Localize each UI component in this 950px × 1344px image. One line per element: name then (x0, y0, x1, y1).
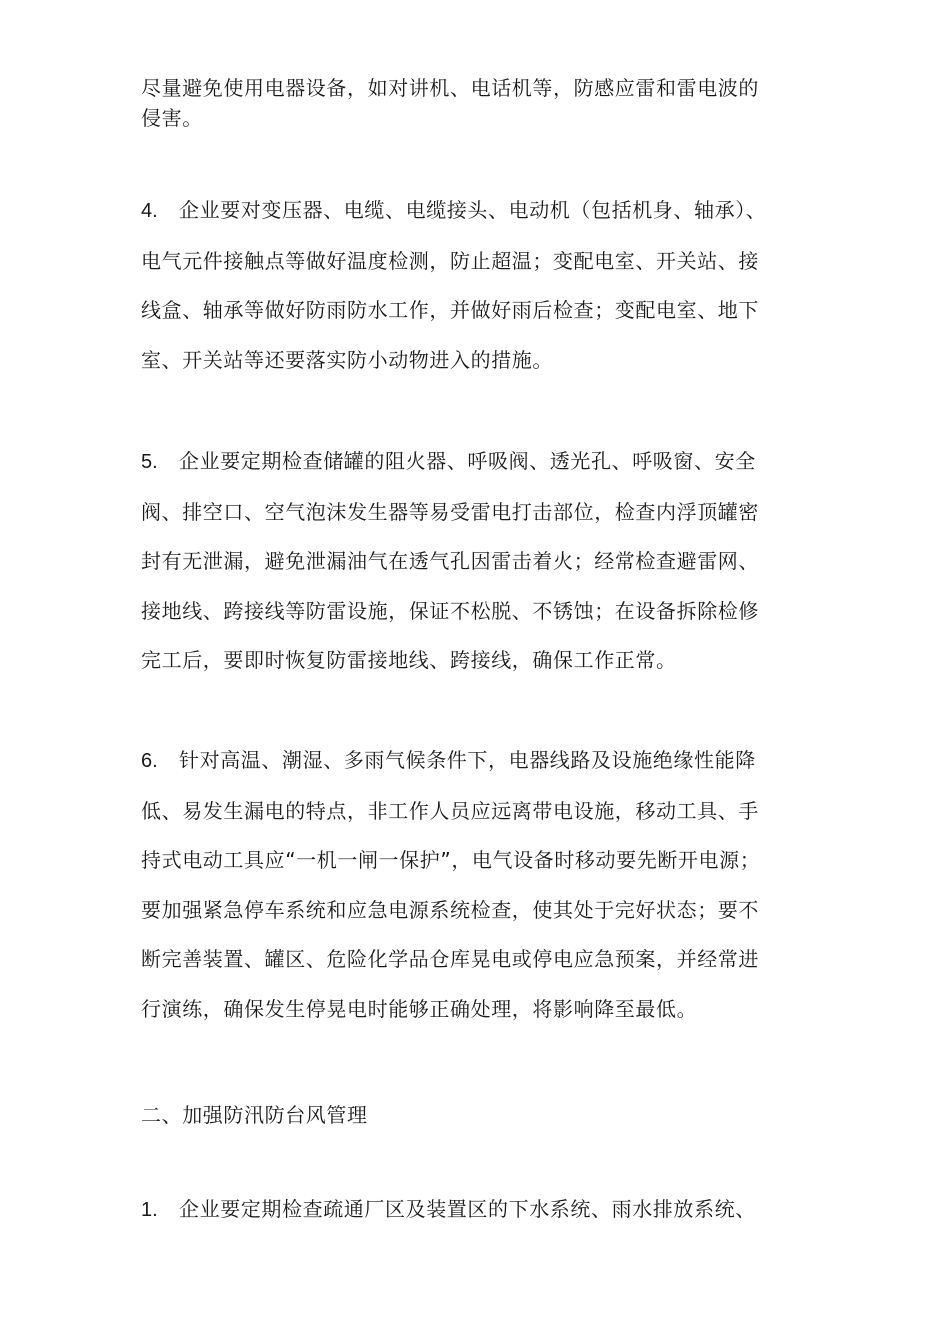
item-number: 6. (141, 750, 158, 772)
text-line: 针对高温、潮湿、多雨气候条件下，电器线路及设施绝缘性能降 (179, 748, 756, 772)
intro-paragraph (141, 73, 821, 133)
text-line: 要加强紧急停车系统和应急电源系统检查，使其处于完好状态；要不 (141, 897, 759, 922)
item-5-paragraph (141, 437, 821, 686)
section-2-heading: 二、加强防汛防台风管理 (141, 1103, 368, 1127)
text-line: 室、开关站等还要落实防小动物进入的措施。 (141, 347, 553, 372)
item-number: 1. (141, 1199, 158, 1221)
item-number: 5. (141, 451, 158, 473)
text-line: 企业要定期检查储罐的阻火器、呼吸阀、透光孔、呼吸窗、安全 (179, 449, 756, 473)
text-line: 企业要定期检查疏通厂区及装置区的下水系统、雨水排放系统、 (179, 1197, 756, 1221)
text-line: 侵害。 (141, 106, 203, 130)
text-line: 持式电动工具应“一机一闸一保护”，电气设备时移动要先断开电源； (141, 848, 761, 872)
text-line: 阀、排空口、空气泡沫发生器等易受雷电打击部位，检查内浮顶罐密 (141, 499, 759, 524)
text-line: 封有无泄漏，避免泄漏油气在透气孔因雷击着火；经常检查避雷网、 (141, 549, 759, 573)
section-heading (141, 1091, 821, 1141)
item-6-paragraph (141, 736, 821, 1034)
text-line: 行演练，确保发生停晃电时能够正确处理，将影响降至最低。 (141, 996, 698, 1021)
text-line: 完工后，要即时恢复防雷接地线、跨接线，确保工作正常。 (141, 648, 677, 672)
text-line: 断完善装置、罐区、危险化学品仓库晃电或停电应急预案，并经常进 (141, 947, 759, 971)
text-line: 尽量避免使用电器设备，如对讲机、电话机等，防感应雷和雷电波的 (141, 76, 759, 100)
item-number: 4. (141, 200, 158, 222)
text-line: 低、易发生漏电的特点，非工作人员应远离带电设施，移动工具、手 (141, 798, 759, 823)
text-line: 电气元件接触点等做好温度检测，防止超温；变配电室、开关站、接 (141, 248, 759, 273)
text-line: 企业要对变压器、电缆、电缆接头、电动机（包括机身、轴承）、 (179, 198, 767, 222)
text-line: 接地线、跨接线等防雷设施，保证不松脱、不锈蚀；在设备拆除检修 (141, 598, 759, 623)
section-2-item-1-paragraph (141, 1185, 821, 1236)
text-line: 线盒、轴承等做好防雨防水工作，并做好雨后检查；变配电室、地下 (141, 298, 759, 322)
item-4-paragraph (141, 186, 821, 385)
